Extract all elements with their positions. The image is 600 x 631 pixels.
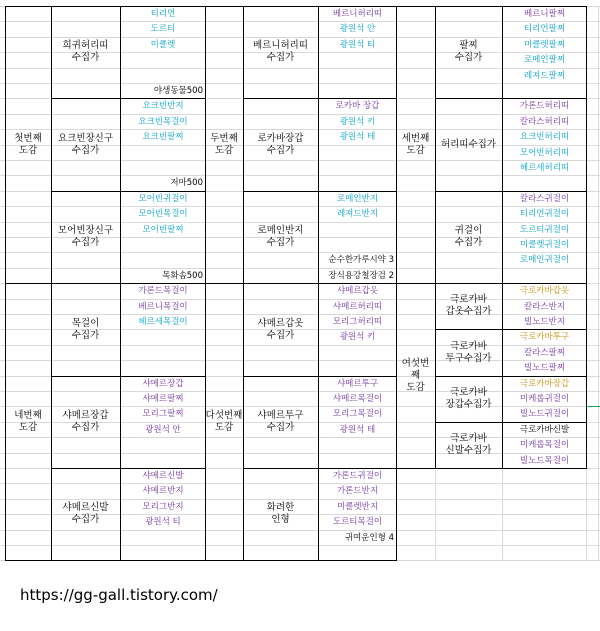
collection-item: 레져드반지	[336, 209, 379, 219]
collection-item: 빌노드반지	[523, 317, 566, 327]
collection-item: 미클렛귀걸이	[519, 240, 570, 250]
collector-label: 극로카바 장갑수집가	[445, 387, 492, 410]
collection-item: 모어빈팔찌	[142, 225, 184, 235]
collector-label: 모어빈장신구 수집가	[57, 225, 114, 248]
collection-item: 미케롭목걸이	[519, 440, 570, 450]
collector-label: 희귀허리띠 수집가	[62, 40, 109, 63]
empty-cell	[319, 361, 396, 375]
collection-item: 가론드목걸이	[138, 286, 188, 296]
collection-item: 샤메르반지	[142, 486, 184, 496]
collection-item: 샤메르팔찌	[142, 394, 184, 404]
border-line	[51, 560, 206, 561]
group-label: 두번째 도감	[210, 132, 238, 156]
collection-item: 도르티귀걸이	[519, 225, 570, 235]
collection-item: 헤르세허리띠	[519, 163, 570, 173]
empty-cell	[121, 53, 205, 67]
collection-item: 장식용강철장검 2	[328, 271, 394, 281]
collector-label: 로카바장갑 수집가	[257, 132, 304, 156]
empty-cell	[319, 53, 396, 67]
empty-cell	[121, 454, 205, 468]
empty-cell	[121, 253, 205, 267]
collection-item: 순수한가루시약 3	[328, 255, 394, 265]
collector-label: 허리띠수집가	[440, 138, 497, 150]
collection-item: 샤메르목걸이	[332, 394, 383, 404]
collection-item: 귀여운인형 4	[344, 533, 394, 543]
border-line	[435, 468, 587, 469]
border-line	[396, 6, 397, 284]
empty-cell	[121, 69, 205, 83]
empty-cell	[319, 146, 396, 160]
empty-cell	[319, 546, 396, 560]
collection-item: 가론드귀걸이	[332, 471, 383, 481]
empty-cell	[121, 330, 205, 344]
collection-item: 티리언귀걸이	[519, 209, 570, 219]
collection-item: 빌노드팔찌	[523, 363, 566, 373]
empty-cell	[121, 146, 205, 160]
collection-item: 요크빈목걸이	[138, 117, 188, 127]
empty-cell	[319, 223, 396, 237]
collection-item: 미클렛	[150, 40, 176, 50]
empty-cell	[121, 346, 205, 360]
collector-label: 극로카바 신발수집가	[445, 433, 492, 456]
collection-item: 극로카바신발	[519, 425, 570, 435]
border-line	[396, 283, 397, 469]
collection-item: 광원석 티	[339, 40, 376, 50]
empty-cell	[503, 176, 586, 190]
collector-label: 목걸이 수집가	[71, 317, 100, 341]
collection-item: 광원석 안	[339, 24, 376, 34]
grid-col-line	[598, 6, 599, 560]
group-label: 첫번째 도감	[14, 132, 42, 156]
selection-marker	[587, 406, 600, 407]
empty-cell	[121, 546, 205, 560]
collection-item: 모어빈목걸이	[138, 209, 188, 219]
collection-item: 헤르세목걸이	[138, 317, 188, 327]
collection-item: 극로카바갑옷	[519, 286, 570, 296]
collection-item: 광원석 키	[339, 117, 376, 127]
collector-label: 샤메르갑옷 수집가	[257, 317, 304, 341]
empty-cell	[121, 438, 205, 452]
border-line	[205, 6, 206, 284]
collector-label: 요크빈장신구 수집가	[57, 132, 114, 156]
group-label: 세번째 도감	[401, 132, 430, 156]
empty-cell	[121, 531, 205, 545]
collection-item: 요크빈팔찌	[142, 132, 184, 142]
collection-item: 샤메르투구	[336, 379, 379, 389]
collection-item: 로메인팔찌	[523, 55, 566, 65]
collection-item: 광원석 티	[145, 517, 181, 527]
collection-item: 요크빈반지	[142, 101, 184, 111]
collector-label: 샤메르투구 수집가	[257, 410, 304, 433]
collector-label: 극로카바 투구수집가	[445, 340, 492, 364]
border-line	[586, 6, 587, 284]
border-line	[5, 283, 6, 561]
collection-item: 미클렛반지	[336, 502, 379, 512]
empty-cell	[503, 84, 586, 98]
collection-item: 모리그목걸이	[332, 409, 383, 419]
collection-item: 로카바 장갑	[335, 101, 380, 111]
collector-label: 로메인반지 수집가	[257, 225, 304, 248]
empty-cell	[319, 84, 396, 98]
collection-item: 베르니팔찌	[523, 9, 566, 19]
collection-item: 극로카바투구	[519, 332, 570, 342]
collection-item: 샤메르장갑	[142, 379, 184, 389]
blog-url: https://gg-gall.tistory.com/	[20, 586, 218, 604]
group-label: 네번째 도감	[14, 409, 42, 433]
empty-cell	[319, 161, 396, 175]
collection-item: 로메인귀걸이	[519, 255, 570, 265]
collector-label: 팔찌 수집가	[454, 40, 483, 63]
collection-item: 목화솜500	[162, 271, 203, 281]
empty-cell	[319, 176, 396, 190]
collection-item: 샤메르갑옷	[336, 286, 379, 296]
collection-item: 칼라스반지	[523, 302, 566, 312]
border-line	[5, 6, 6, 284]
collection-item: 빌노드귀걸이	[519, 409, 570, 419]
empty-cell	[319, 238, 396, 252]
collection-item: 광원석 테	[339, 425, 376, 435]
empty-cell	[121, 361, 205, 375]
collection-item: 저마500	[170, 178, 203, 188]
collector-label: 샤메르신발 수집가	[62, 502, 109, 525]
collection-item: 빌노드목걸이	[519, 456, 570, 466]
empty-cell	[121, 238, 205, 252]
collection-item: 모어빈귀걸이	[138, 194, 188, 204]
collector-label: 샤메르장갑 수집가	[62, 410, 109, 433]
empty-cell	[319, 346, 396, 360]
collector-label: 베르니허리띠 수집가	[252, 40, 309, 63]
group-label: 다섯번째 도감	[205, 409, 243, 433]
collection-item: 샤메르신발	[142, 471, 184, 481]
empty-cell	[319, 69, 396, 83]
group-label: 여섯번 째 도감	[401, 357, 430, 393]
border-line	[243, 560, 397, 561]
collection-item: 도르티	[150, 24, 176, 34]
collection-item: 베르니목걸이	[138, 302, 188, 312]
empty-cell	[319, 454, 396, 468]
border-line	[205, 283, 206, 561]
collection-item: 칼라스귀걸이	[519, 194, 570, 204]
collection-item: 모리그팔찌	[142, 409, 184, 419]
collection-item: 티리언팔찌	[523, 24, 566, 34]
empty-cell	[319, 438, 396, 452]
collector-label: 극로카바 갑옷수집가	[445, 294, 492, 317]
collection-item: 모어빈허리띠	[519, 148, 570, 158]
collection-item: 광원석 안	[145, 425, 181, 435]
empty-cell	[121, 161, 205, 175]
collection-item: 샤메르허리띠	[332, 302, 383, 312]
collection-item: 로메인반지	[336, 194, 379, 204]
collection-item: 베르니허리띠	[332, 9, 383, 19]
collector-label: 화려한 인형	[266, 502, 295, 525]
collection-item: 모리그허리띠	[332, 317, 383, 327]
collection-item: 칼라스허리띠	[519, 117, 570, 127]
collection-item: 가론드반지	[336, 486, 379, 496]
collection-item: 칼라스팔찌	[523, 348, 566, 358]
collection-item: 요크빈허리띠	[519, 132, 570, 142]
collection-item: 야생동물500	[153, 86, 203, 96]
collection-item: 미케롭귀걸이	[519, 394, 570, 404]
collection-item: 광원석 테	[339, 132, 376, 142]
collection-item: 레져드팔찌	[523, 71, 566, 81]
collection-item: 광원석 키	[339, 332, 376, 342]
collection-item: 극로카바장갑	[519, 379, 570, 389]
collection-item: 모리그반지	[142, 502, 184, 512]
collection-item: 미클렛팔찌	[523, 40, 566, 50]
collection-item: 도르티목걸이	[332, 517, 383, 527]
collection-item: 가론드허리띠	[519, 101, 570, 111]
empty-cell	[503, 269, 586, 283]
collector-label: 귀걸이 수집가	[454, 225, 483, 248]
collection-item: 티리언	[150, 9, 176, 19]
